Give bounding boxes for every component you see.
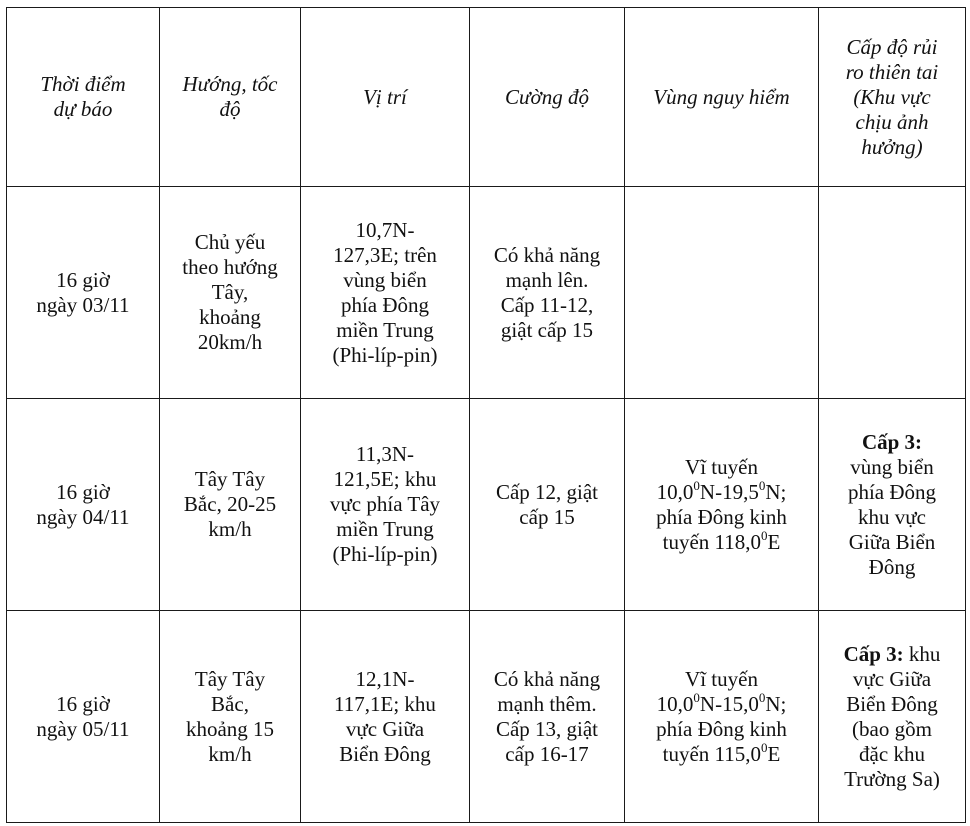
cell-text: ngày 05/11 (36, 716, 130, 741)
header-text: Hướng, tốc (182, 72, 278, 96)
cell-text: khu (903, 641, 941, 666)
cell-text: Cấp 12, giật (495, 479, 599, 504)
cell-text: vực phía Tây (329, 492, 441, 516)
cell-text: Có khả năng (493, 242, 601, 267)
document-page (6, 7, 966, 823)
header-disaster-risk-level (819, 8, 966, 187)
lat-suffix: N; (765, 691, 787, 716)
cell-text: km/h (208, 517, 252, 541)
degree-superscript: 0 (693, 689, 700, 705)
cell-text (630, 477, 813, 505)
cell-text: Tây Tây (194, 467, 266, 491)
header-text: Cường độ (505, 84, 589, 109)
cell-text: 16 giờ (56, 267, 110, 292)
risk-level-label: Cấp 3: (861, 429, 923, 454)
table-row (7, 399, 966, 611)
cell-text: khu vực (858, 504, 926, 529)
cell-forecast-time (7, 187, 160, 399)
cell-text: 10,7N- (355, 217, 415, 242)
cell-text: Tây Tây (194, 666, 266, 691)
cell-text: mạnh lên. (505, 267, 589, 292)
cell-text (630, 739, 813, 767)
header-text: chịu ảnh (855, 109, 929, 134)
cell-text: miền Trung (336, 517, 434, 541)
cell-intensity (470, 611, 625, 823)
degree-superscript: 0 (761, 527, 768, 543)
cell-text: phía Đông kinh (656, 504, 787, 529)
risk-level-label: Cấp 3: (843, 641, 904, 666)
cell-intensity (470, 187, 625, 399)
header-text: (Khu vực (853, 84, 931, 109)
table-header-row (7, 8, 966, 187)
degree-superscript: 0 (758, 689, 766, 705)
cell-text (630, 689, 813, 717)
header-position (301, 8, 470, 187)
cell-text: Biển Đông (846, 691, 938, 716)
cell-text (824, 642, 960, 667)
cell-text: Chủ yếu (194, 230, 266, 254)
cell-text: Vĩ tuyến (685, 666, 758, 691)
header-danger-zone (625, 8, 819, 187)
cell-disaster-risk (819, 399, 966, 611)
cell-text: vùng biển (343, 267, 427, 292)
cell-text: khoảng 15 (185, 716, 275, 741)
cell-text: 20km/h (197, 330, 263, 354)
cell-text (630, 527, 813, 555)
cell-forecast-time (7, 399, 160, 611)
cell-text: theo hướng (182, 255, 278, 279)
cell-text: giật cấp 15 (500, 317, 594, 342)
cell-direction-speed (160, 187, 301, 399)
cell-text: miền Trung (336, 317, 434, 342)
cell-text: vực Giữa (852, 666, 932, 691)
header-text: độ (219, 97, 241, 121)
cell-text: 121,5E; khu (333, 467, 437, 491)
cell-forecast-time (7, 611, 160, 823)
lat-end: N-19,5 (699, 479, 759, 504)
table-row (7, 187, 966, 399)
cell-danger-zone (625, 611, 819, 823)
cell-text: khoảng (199, 305, 261, 329)
header-text: Thời điểm (40, 72, 126, 96)
cell-intensity (470, 399, 625, 611)
cell-text: 16 giờ (56, 691, 110, 716)
cell-text: Biển Đông (339, 741, 431, 766)
cell-direction-speed (160, 399, 301, 611)
cell-text: phía Đông (340, 292, 430, 317)
cell-danger-zone (625, 399, 819, 611)
cell-text: phía Đông kinh (656, 716, 787, 741)
cell-disaster-risk-empty (819, 187, 966, 399)
cell-text: 12,1N- (355, 666, 415, 691)
cell-text: (bao gồm (852, 716, 932, 741)
cell-text: mạnh thêm. (497, 691, 597, 716)
cell-text: Giữa Biển (848, 529, 936, 554)
cell-text: phía Đông (847, 479, 937, 504)
cell-text: 127,3E; trên (333, 242, 437, 267)
longitude: tuyến 115,0 (662, 741, 762, 766)
cell-position (301, 399, 470, 611)
header-text: ro thiên tai (845, 59, 939, 84)
cell-text: cấp 16-17 (505, 741, 589, 766)
cell-text: 16 giờ (56, 479, 110, 504)
header-intensity (470, 8, 625, 187)
cell-text: cấp 15 (519, 504, 575, 529)
cell-text: 117,1E; khu (334, 691, 436, 716)
cell-text: km/h (208, 741, 252, 766)
cell-text: 11,3N- (355, 442, 415, 466)
lat-start: 10,0 (656, 479, 694, 504)
header-text: Vị trí (363, 84, 407, 109)
cell-text: (Phi-líp-pin) (332, 342, 438, 367)
lat-end: N-15,0 (699, 691, 759, 716)
cell-position (301, 611, 470, 823)
header-text: dự báo (53, 97, 113, 121)
cell-position (301, 187, 470, 399)
cell-text: Cấp 13, giật (495, 716, 599, 741)
cell-text: Có khả năng (493, 666, 601, 691)
cell-text: Tây, (211, 280, 249, 304)
table-row (7, 611, 966, 823)
header-forecast-time (7, 8, 160, 187)
cell-text: Vĩ tuyến (685, 454, 758, 479)
lon-suffix: E (767, 741, 781, 766)
header-text: hưởng) (861, 134, 923, 159)
cell-text: Bắc, 20-25 (183, 492, 277, 516)
cell-text: Bắc, (211, 691, 249, 716)
cell-text: đặc khu (859, 741, 925, 766)
cell-direction-speed (160, 611, 301, 823)
cell-text: ngày 03/11 (36, 292, 130, 317)
degree-superscript: 0 (758, 477, 766, 493)
storm-forecast-table (6, 7, 966, 823)
cell-disaster-risk (819, 611, 966, 823)
lat-start: 10,0 (656, 691, 694, 716)
cell-text: Trường Sa) (844, 766, 940, 791)
cell-text: (Phi-líp-pin) (332, 542, 438, 566)
lon-suffix: E (767, 529, 781, 554)
cell-text: Cấp 11-12, (500, 292, 594, 317)
header-direction-speed (160, 8, 301, 187)
degree-superscript: 0 (761, 739, 768, 755)
cell-text: vực Giữa (345, 716, 425, 741)
cell-text: Đông (868, 554, 916, 579)
cell-text: vùng biển (850, 454, 934, 479)
cell-danger-zone-empty (625, 187, 819, 399)
cell-text: ngày 04/11 (36, 504, 130, 529)
lat-suffix: N; (765, 479, 787, 504)
header-text: Vùng nguy hiểm (653, 84, 790, 109)
degree-superscript: 0 (693, 477, 700, 493)
header-text: Cấp độ rủi (846, 34, 938, 59)
longitude: tuyến 118,0 (662, 529, 762, 554)
